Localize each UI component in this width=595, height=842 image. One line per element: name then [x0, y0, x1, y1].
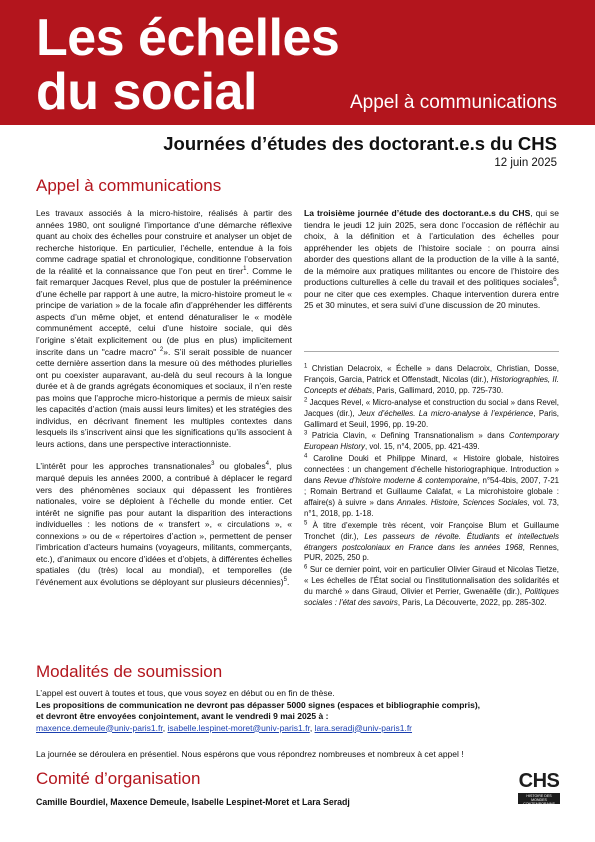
- closing-text: La journée se déroulera en présentiel. Nous espérons que vous répondrez nombreuses et nombreux à cet appel !: [36, 749, 464, 759]
- event-date: 12 juin 2025: [494, 157, 557, 169]
- paragraph-2: [36, 461, 292, 588]
- left-column: [36, 208, 292, 600]
- email-link-maxence[interactable]: maxence.demeule@univ-paris1.fr: [36, 722, 163, 733]
- text: Christian Delacroix, « Échelle » dans Delacroix, Christian, Dosse, François, Garcia, Patrick et Offenstadt, Nicolas (dir.),: [304, 364, 559, 384]
- text: , n°54-4bis, 2007, 7-21 ; Romain Bertrand et Guillaume Calafat, « La microhistoire globale : affaire(s) à suivre » dans: [304, 476, 559, 507]
- submission-line-1: L’appel est ouvert à toutes et tous, que vous soyez en début ou en fin de thèse.: [36, 688, 335, 698]
- footnote-ref: 6: [553, 277, 557, 284]
- footnote-number: 6: [304, 564, 308, 571]
- event-name: Journées d’études des doctorant.e.s du CHS: [163, 133, 557, 154]
- footnote-1: [304, 364, 559, 397]
- submission-details: [36, 688, 566, 734]
- email-link-isabelle[interactable]: isabelle.lespinet-moret@univ-paris1.fr: [167, 722, 310, 733]
- footnote-number: 5: [304, 520, 308, 527]
- paragraph-3: [304, 208, 559, 312]
- heading-submission: Modalités de soumission: [36, 662, 223, 681]
- footnote-ref: 1: [243, 265, 247, 272]
- heading-call: Appel à communications: [36, 176, 222, 195]
- text-italic: Annales. Histoire, Sciences Sociales: [397, 497, 528, 507]
- footnote-ref: 5: [283, 577, 287, 584]
- title-line-1: Les échelles: [36, 9, 340, 67]
- logo-bar-line-2: CONTEMPORAINS: [523, 802, 555, 807]
- footnote-number: 1: [304, 363, 308, 370]
- submission-line-3: et devront être envoyées conjointement, avant le vendredi 9 mai 2025 à :: [36, 711, 329, 721]
- text-italic: Politiques sociales : l’état des savoirs: [304, 587, 559, 608]
- title-line-2: du social: [36, 63, 257, 121]
- footnotes: [304, 364, 559, 610]
- footnote-ref: 2: [159, 346, 164, 353]
- right-column: [304, 208, 559, 323]
- footnote-ref: 4: [265, 461, 269, 468]
- chs-logo: [513, 770, 565, 806]
- logo-text: CHS: [518, 770, 560, 792]
- submission-line-2: Les propositions de communication ne devront pas dépasser 5000 signes (espaces et bibliographie compris),: [36, 699, 481, 710]
- text: L’intérêt pour les approches transnationales: [36, 461, 212, 472]
- text-italic: Contemporary European History: [304, 431, 559, 452]
- logo-bar: [518, 793, 560, 807]
- footnote-ref: 3: [211, 461, 215, 468]
- text: .: [286, 576, 290, 587]
- text: , Paris, Gallimard, 2010, pp. 725-730.: [372, 385, 504, 395]
- text: ou globales: [214, 461, 266, 472]
- text: . Comme le fait remarquer Jacques Revel, plus que de postuler la prééminence d’une échelle par rapport à une autre, la micro-histoire promeut le « principe de variation » de la focale afin d’appréhender les différents aspects d’un même objet, et entend dénaturaliser le « modèle communément accepté, celui d’une histoire sociale, qui dès l’origine s’était explicitement ou (de plus en plus) implicitement inscrite dans un "cadre macro": [36, 265, 292, 357]
- email-links: [36, 723, 566, 735]
- text: , plus marqué depuis les années 2000, a contribué à déplacer le regard vers des phénomènes sociaux qui dépassent les frontières nationales, voire se déploient à l’échelle du monde entier. Cet intérêt ne signifie pas pour autant la disparition des interactions individuelles : les notions de « transfert », « circulations », « connexions » ou de « répertoires d’action », permettent de penser l’imbrication d’acteurs humains (voyageurs, militants, commerçants, etc.), d’animaux ou encore d’idées et d’objets, à différentes échelles spatiales (du (très) local au mondial), et temporelles (de l’événement aux évolutions se déployant sur plusieurs décennies): [36, 461, 292, 587]
- text-italic: Les passeurs de révolte. Étudiants et intellectuels étrangers postcoloniaux en France dans les années 1968: [304, 531, 559, 552]
- text: , Paris, Gallimard et Seuil, 1996, pp. 19-20.: [304, 408, 559, 429]
- footnote-separator: [304, 351, 559, 352]
- email-separator: ,: [162, 722, 168, 733]
- text: Caroline Douki et Philippe Minard, « Histoire globale, histoires connectées : un changement d’échelle historiographique. Introduction » dans: [304, 454, 559, 486]
- text: Sur ce dernier point, voir en particulier Olivier Giraud et Nicolas Tietze, « Les échelles de l’État social ou l’institutionnalisation des solidarités et du marché » dans Giraud, Olivier et Perrier, Gwenaëlle (dir.),: [304, 565, 559, 597]
- text: Patricia Clavin, « Defining Transnationalism » dans: [307, 431, 509, 441]
- text: , qui se tiendra le jeudi 12 juin 2025, sera donc l’occasion de réfléchir au choix, à la définition et à l’articulation des échelles pour appréhender les objets de l’histoire sociale : on pourra ainsi aborder des questions allant de la production de la ville à la santé, de la mémoire aux pratiques militantes ou encore de l’histoire des productions culturelles à celle du travail et des politiques sociales: [304, 208, 560, 288]
- banner-subtitle: Appel à communications: [350, 92, 557, 113]
- text: , Paris, La Découverte, 2022, pp. 285-302.: [397, 598, 547, 608]
- text-italic: Jeux d’échelles. La micro-analyse à l’expérience: [358, 408, 534, 418]
- footnote-number: 4: [304, 453, 308, 460]
- footnote-number: 2: [304, 397, 308, 404]
- text: , vol. 73, n°1, 2018, pp. 1-18.: [304, 497, 559, 518]
- paragraph-1: [36, 208, 292, 450]
- text: , pour ne citer que ces exemples. Chaque intervention durera entre 25 et 30 minutes, et sera suivi d’une discussion de 20 minutes.: [304, 277, 559, 311]
- logo-bar-line-1: HISTOIRE DES MONDES: [526, 794, 552, 803]
- footnote-3: [304, 431, 559, 453]
- text: , vol. 15, n°4, 2005, pp. 421-439.: [364, 442, 480, 452]
- committee-members: Camille Bourdiel, Maxence Demeule, Isabelle Lespinet-Moret et Lara Seradj: [36, 797, 350, 807]
- text-bold: La troisième journée d’étude des doctorant.e.s du CHS: [304, 208, 531, 218]
- text: , Rennes, PUR, 2025, 250 p.: [304, 542, 559, 563]
- text: Jacques Revel, « Micro-analyse et construction du social » dans Revel, Jacques (dir.),: [304, 397, 559, 418]
- title-banner: [0, 0, 595, 125]
- text: ». S’il serait possible de nuancer cette dernière assertion dans la mesure où des méthodes plurielles ont pu coexister auparavant, au-delà du seul recours à la longue durée et à de grands agrégats économiques et sociaux, il n’en reste pas moins que l’approche micro-historique a permis de mieux saisir les capacités d’action (mais aussi leurs limites) et les stratégies des individus, en décrivant finement les multiples contextes dans lesquels ils s’inscrivent ainsi que les significations qu’ils associent à leurs actions, dans une perspective interactionniste.: [36, 346, 292, 449]
- email-separator: ,: [309, 722, 315, 733]
- text: À titre d’exemple très récent, voir Françoise Blum et Guillaume Tronchet (dir.),: [304, 520, 559, 541]
- footnote-4: [304, 454, 559, 519]
- text: Les travaux associés à la micro-histoire, réalisés à partir des années 1980, ont souligné l’importance d’une démarche réflexive quant au choix des échelles pour construire et analyser un objet de recherche historique. En particulier, l’échelle, entendue à la fois comme cadrage spatial et chronologique, conditionne l’observation de la réalité et la connaissance que l’on peut en tirer: [36, 208, 292, 276]
- text-italic: Historiographies, II. Concepts et débats: [304, 374, 559, 395]
- footnote-2: [304, 398, 559, 431]
- footnote-6: [304, 565, 559, 609]
- footnote-number: 3: [304, 430, 308, 437]
- email-link-lara[interactable]: lara.seradj@univ-paris1.fr: [314, 722, 413, 733]
- footnote-5: [304, 521, 559, 565]
- heading-committee: Comité d’organisation: [36, 769, 201, 788]
- text-italic: Revue d’histoire moderne & contemporaine: [323, 476, 478, 486]
